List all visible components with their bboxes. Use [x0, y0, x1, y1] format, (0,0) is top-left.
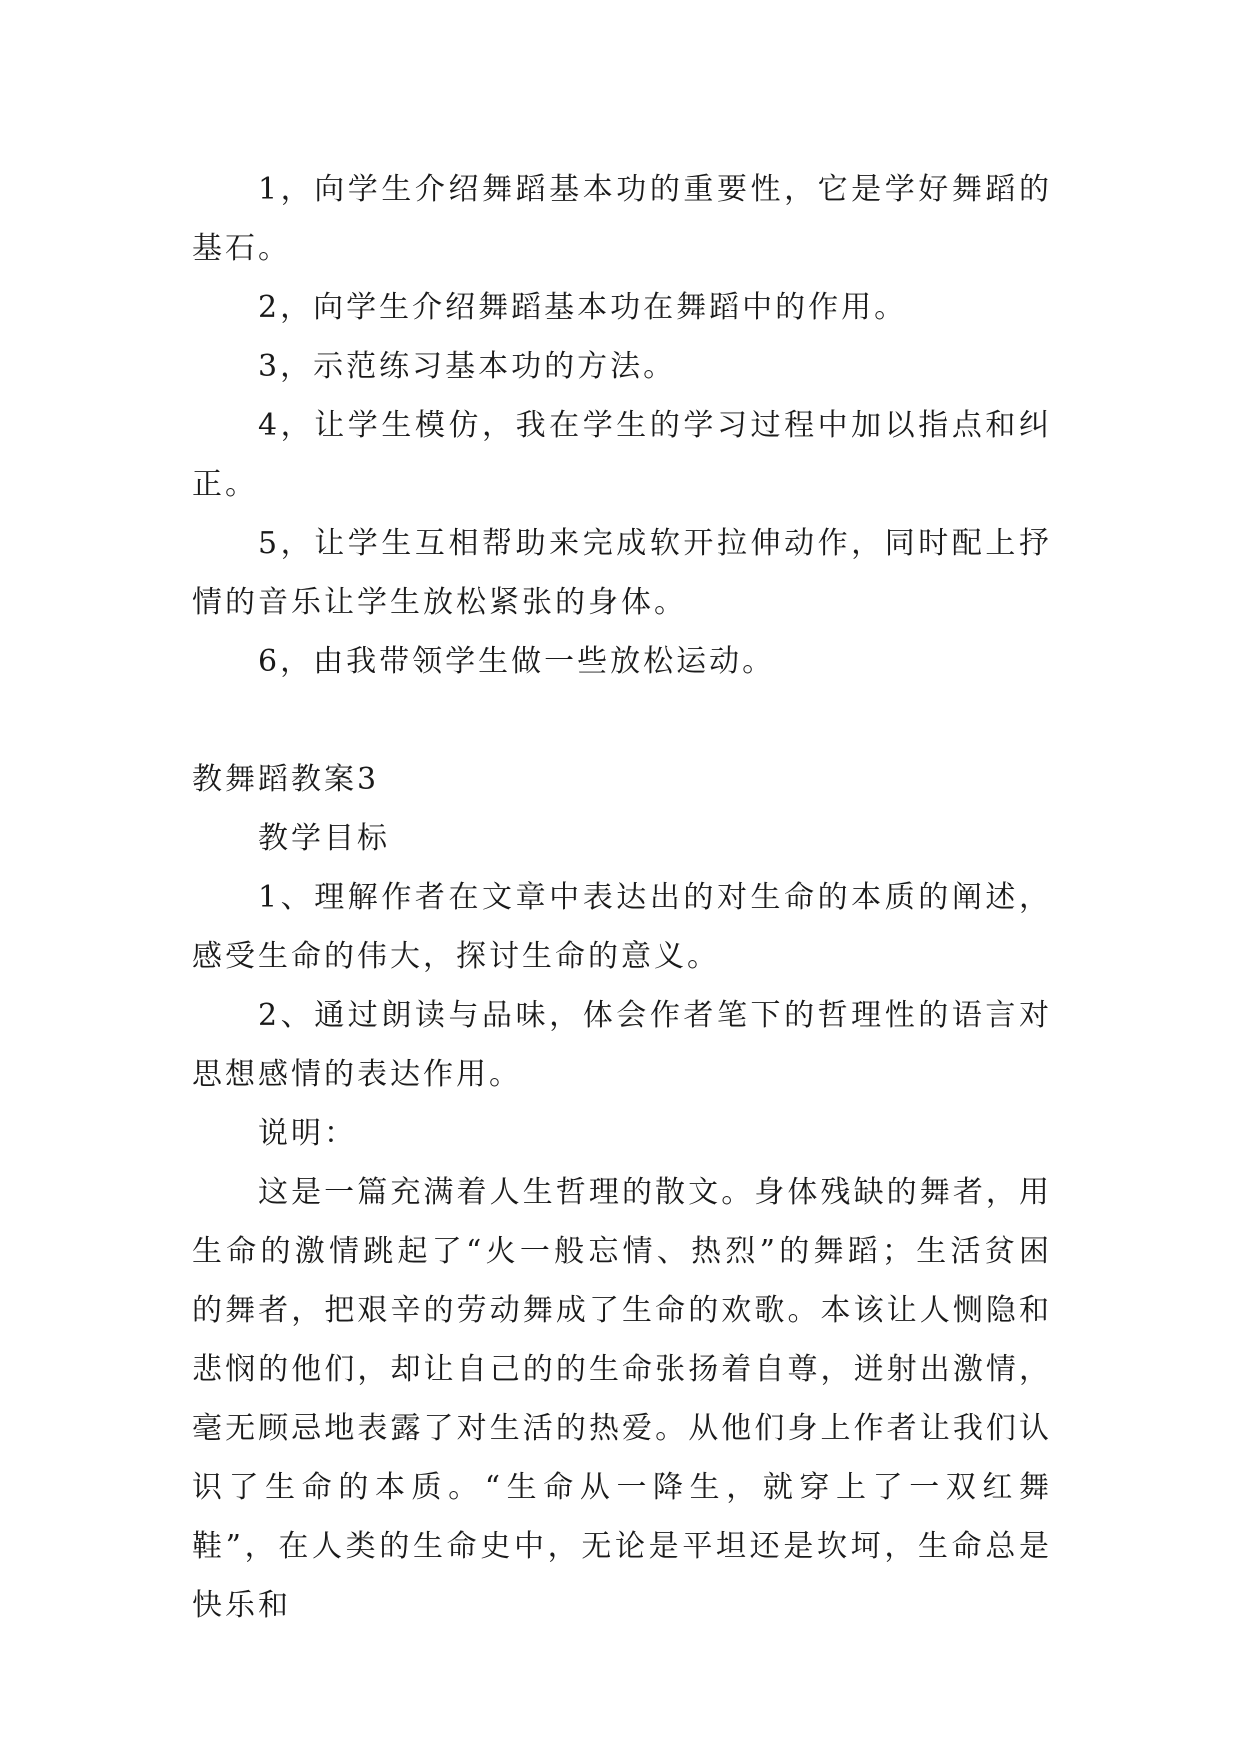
list-item: 4，让学生模仿，我在学生的学习过程中加以指点和纠正。: [192, 408, 1052, 502]
note-body: 这是一篇充满着人生哲理的散文。身体残缺的舞者，用生命的激情跳起了“火一般忘情、热烈”的舞蹈；生活贫困的舞者，把艰辛的劳动舞成了生命的欢歌。本该让人恻隐和悲悯的他们，却让自己的的生命张扬着自尊，迸射出激情，毫无顾忌地表露了对生活的热爱。从他们身上作者让我们认识了生命的本质。“生命从一降生，就穿上了一双红舞鞋”，在人类的生命史中，无论是平坦还是坎坷，生命总是快乐和: [192, 1175, 1052, 1623]
list-item: 2，向学生介绍舞蹈基本功在舞蹈中的作用。: [258, 290, 908, 325]
objectives-heading: 教学目标: [258, 821, 390, 856]
list-item: 1，向学生介绍舞蹈基本功的重要性，它是学好舞蹈的基石。: [192, 172, 1052, 266]
lesson-section: [192, 809, 1052, 1635]
teaching-steps-list: [192, 160, 1052, 691]
section-title: 教舞蹈教案3: [192, 762, 380, 797]
objective-item: 1、理解作者在文章中表达出的对生命的本质的阐述，感受生命的伟大，探讨生命的意义。: [192, 880, 1052, 974]
objective-item: 2、通过朗读与品味，体会作者笔下的哲理性的语言对思想感情的表达作用。: [192, 998, 1052, 1092]
note-heading: 说明：: [258, 1116, 357, 1151]
list-item: 5，让学生互相帮助来完成软开拉伸动作，同时配上抒情的音乐让学生放松紧张的身体。: [192, 526, 1052, 620]
list-item: 3，示范练习基本功的方法。: [258, 349, 677, 384]
document-body: [192, 160, 1052, 1635]
list-item: 6，由我带领学生做一些放松运动。: [258, 644, 776, 679]
